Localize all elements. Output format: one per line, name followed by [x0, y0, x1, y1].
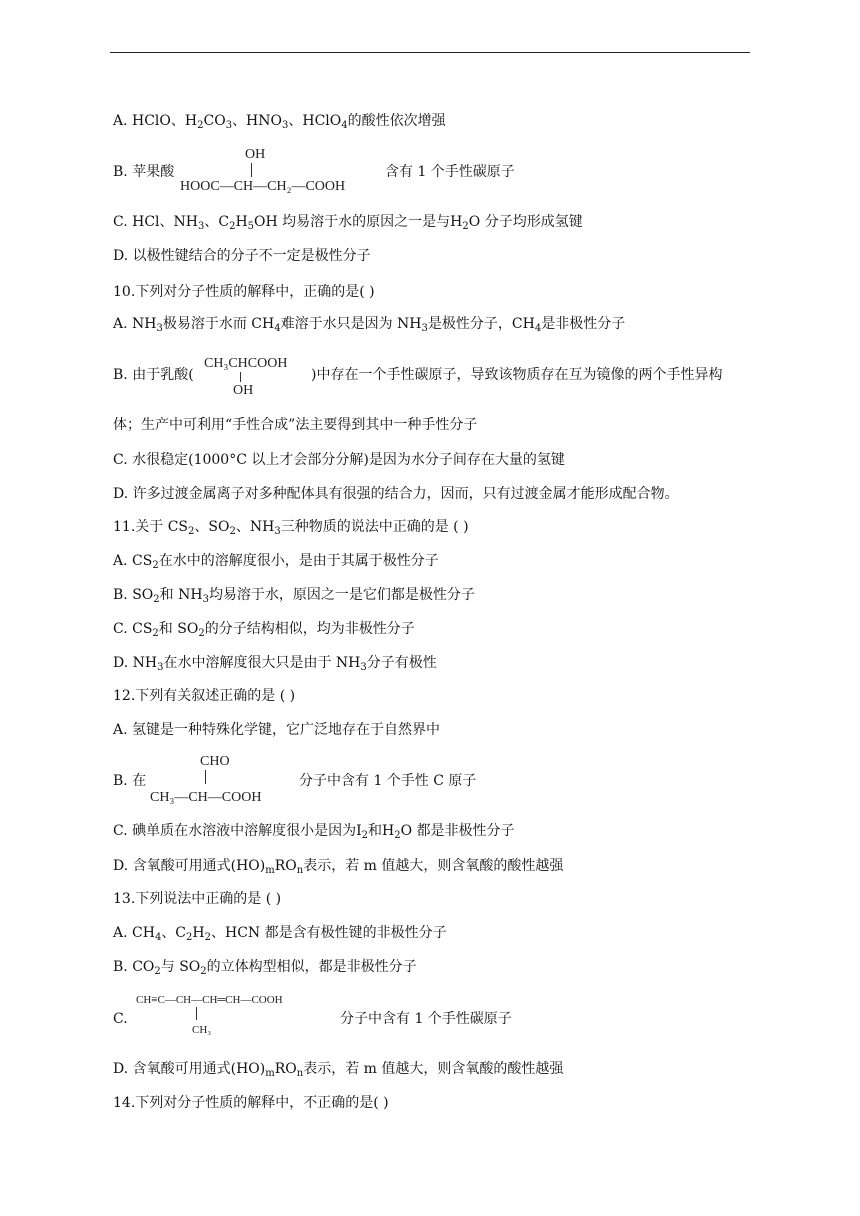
q10-option-c: C. 水很稳定(1000°C 以上才会部分分解)是因为水分子间存在大量的氢键 [113, 452, 565, 468]
structure-cho: CHO [200, 754, 230, 769]
header-rule [110, 52, 750, 53]
q10-stem: 10.下列对分子性质的解释中，正确的是( ) [113, 284, 375, 300]
lactic-acid-bond [240, 372, 241, 382]
q14-stem: 14.下列对分子性质的解释中，不正确的是( ) [113, 1095, 389, 1111]
q11-option-c: C. $CS_2$和 $SO_2$的分子结构相似，均为非极性分子 [113, 621, 415, 639]
structure-enyne: CH≡C—CH—CH═CH—COOH [136, 994, 283, 1006]
lactic-acid-oh: OH [233, 383, 254, 398]
q11-stem: 11.关于 $CS_2$、$SO_2$、$NH_3$三种物质的说法中正确的是 ( ) [113, 519, 469, 537]
q10-option-b-text: )中存在一个手性碳原子，导致该物质存在互为镜像的两个手性异构 [311, 367, 723, 383]
q10-option-b-cont: 体；生产中可利用“手性合成”法主要得到其中一种手性分子 [113, 417, 478, 433]
q11-option-d: D. $NH_3$在水中溶解度很大只是由于 $NH_3$分子有极性 [113, 655, 437, 673]
q10-option-a: A. $NH_3$极易溶于水而 $CH_4$难溶于水只是因为 $NH_3$是极性分子，$CH_4$是非极性分子 [113, 316, 626, 334]
q9-option-a: A. HClO、$H_2CO_3$、$HNO_3$、HClO$_4$的酸性依次增强 [113, 113, 446, 131]
enyne-methyl: CH₃ [192, 1024, 212, 1036]
q9-option-b-lead: B. 苹果酸 [113, 164, 175, 180]
structure-main: CH₃—CH—COOH [150, 790, 262, 805]
malic-acid-bond [251, 163, 252, 177]
q12-option-a: A. 氢键是一种特殊化学键，它广泛地存在于自然界中 [113, 722, 441, 738]
q9-option-b-text: 含有 1 个手性碳原子 [385, 164, 515, 180]
q9-option-d: D. 以极性键结合的分子不一定是极性分子 [113, 248, 371, 264]
q11-option-a: A. $CS_2$在水中的溶解度很小，是由于其属于极性分子 [113, 553, 439, 571]
q11-option-b: B. $SO_2$和 $NH_3$均易溶于水，原因之一是它们都是极性分子 [113, 587, 475, 605]
q12-option-b-text: 分子中含有 1 个手性 C 原子 [299, 773, 477, 789]
malic-acid-structure: HOOC—CH—CH₂—COOH [180, 179, 346, 194]
q13-option-b: B. $CO_2$与 $SO_2$的立体构型相似，都是非极性分子 [113, 959, 417, 977]
structure-bond [205, 770, 206, 784]
q13-option-a: A. $CH_4$、$C_2H_2$、HCN 都是含有极性键的非极性分子 [113, 925, 447, 943]
q13-option-c-text: 分子中含有 1 个手性碳原子 [340, 1011, 512, 1027]
malic-acid-oh: OH [245, 147, 266, 162]
q10-option-d: D. 许多过渡金属离子对多种配体具有很强的结合力，因而，只有过渡金属才能形成配合物。 [113, 486, 679, 502]
q12-option-b-lead: B. 在 [113, 773, 147, 789]
q13-stem: 13.下列说法中正确的是 ( ) [113, 891, 282, 907]
lactic-acid-structure: CH₃CHCOOH [204, 356, 288, 371]
q12-stem: 12.下列有关叙述正确的是 ( ) [113, 688, 296, 704]
q12-option-d: D. 含氧酸可用通式$(HO)_mRO_n$表示，若 m 值越大，则含氧酸的酸性越强 [113, 858, 564, 876]
enyne-bond [196, 1007, 197, 1020]
q12-option-c: C. 碘单质在水溶液中溶解度很小是因为$I_2$和$H_2O$ 都是非极性分子 [113, 823, 515, 841]
q13-option-c-lead: C. [113, 1011, 128, 1027]
q13-option-d: D. 含氧酸可用通式$(HO)_mRO_n$表示，若 m 值越大，则含氧酸的酸性越强 [113, 1061, 564, 1079]
q9-option-c: C. HCl、$NH_3$、$C_2H_5OH$ 均易溶于水的原因之一是与$H_2O$ 分子均形成氢键 [113, 214, 583, 232]
q10-option-b-lead: B. 由于乳酸( [113, 367, 194, 383]
